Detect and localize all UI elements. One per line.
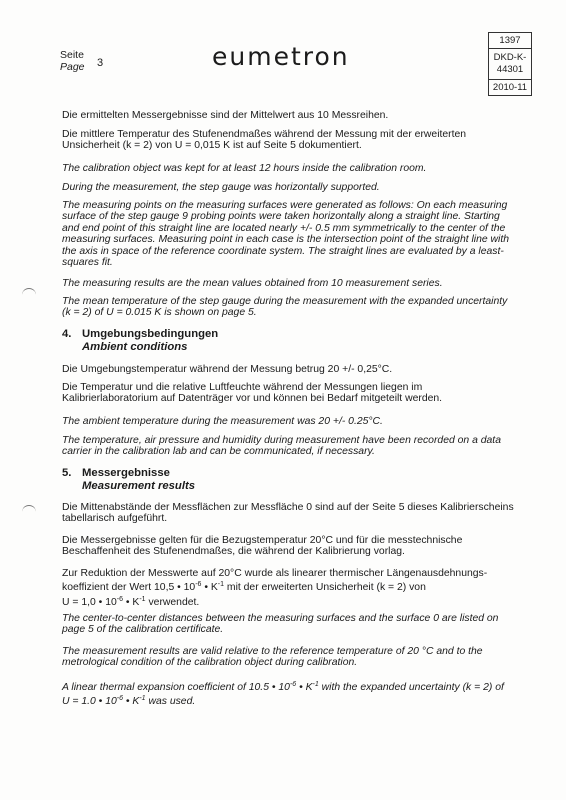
paragraph: The temperature, air pressure and humidity during measurement have been recorded on a data carrier in the calibration lab and can be communicated, if necessary. (62, 435, 501, 458)
paragraph: The measurement results are valid relative to the reference temperature of 20 °C and to the metrological condition of the calibration object during calibration. (62, 646, 483, 669)
paragraph: Die Messergebnisse gelten für die Bezugstemperatur 20°C und für die messtechnische Beschaffenheit des Stufenendmaßes, die während der Kalibrierung vorlag. (62, 535, 463, 558)
cert-id-line1: DKD-K- (493, 52, 527, 63)
cert-id-line2: 44301 (496, 64, 524, 75)
paragraph: The ambient temperature during the measurement was 20 +/- 0.25°C. (62, 416, 383, 427)
paragraph: Die Mittenabstände der Messflächen zur Messfläche 0 sind auf der Seite 5 dieses Kalibrierscheins tabellarisch aufgeführt. (62, 502, 514, 525)
paragraph: Zur Reduktion der Messwerte auf 20°C wurde als linearer thermischer Längenausdehnungs-koeffizient der Wert 10,5 • $10^{-6}$ • $K^{-1}$ mit der erweiterten Unsicherheit (k = 2) von U = 1,0 • $10^{-6}$ • $K^{-1}$ verwendet. (62, 568, 488, 608)
paragraph: Die Temperatur und die relative Luftfeuchte während der Messungen liegen im Kalibrierlaboratorium auf Datenträger vor und können bei Bedarf mitgeteilt werden. (62, 382, 443, 405)
section-heading-4 (62, 328, 514, 354)
paragraph: The center-to-center distances between the measuring surfaces and the surface 0 are listed on page 5 of the calibration certificate. (62, 613, 499, 636)
section-number: 5. (62, 467, 72, 479)
paragraph: Die Umgebungstemperatur während der Messung betrug 20 +/- 0,25°C. (62, 364, 393, 375)
section-heading-5 (62, 467, 514, 493)
paragraph: The measuring points on the measuring surfaces were generated as follows: On each measuring surface of the step gauge 9 probing points were taken horizontally along a straight line. Starting and end point of this straight line are located nearly +/- 0.5 mm symmetrically to the center of the measuring surfaces. Measuring point in each case is the intersection point of the straight line with the axis in space of the reference coordinate system. The straight lines are evaluated by a least-squares fit. (62, 200, 510, 269)
punch-mark (22, 288, 36, 295)
paragraph: During the measurement, the step gauge was horizontally supported. (62, 182, 380, 193)
cert-date: 2010-11 (492, 82, 528, 93)
section-title-en: Measurement results (82, 480, 196, 492)
section-title-de: Umgebungsbedingungen (82, 328, 219, 340)
paragraph: The measuring results are the mean values obtained from 10 measurement series. (62, 278, 443, 289)
certificate-id-box (488, 32, 532, 96)
page-label (60, 49, 85, 73)
section-title-de: Messergebnisse (82, 467, 170, 479)
seite-label: Seite (60, 49, 84, 61)
paragraph: Die mittlere Temperatur des Stufenendmaßes während der Messung mit der erweiterten Unsicherheit (k = 2) von U = 0,015 K ist auf Seite 5 dokumentiert. (62, 129, 467, 152)
cert-id (489, 48, 531, 80)
paragraph: A linear thermal expansion coefficient of 10.5 • $10^{-6}$ • $K^{-1}$ with the expanded uncertainty (k = 2) of U = 1.0 • $10^{-6}$ • $K^{-1}$ was used. (62, 681, 504, 708)
page-number: 3 (97, 57, 104, 69)
section-title-en: Ambient conditions (82, 341, 188, 353)
page-label-en: Page (60, 61, 85, 73)
eumetron-logo: eumetron (212, 42, 350, 71)
section-number: 4. (62, 328, 72, 340)
paragraph: The calibration object was kept for at least 12 hours inside the calibration room. (62, 163, 427, 174)
paragraph: The mean temperature of the step gauge during the measurement with the expanded uncertainty (k = 2) of U = 0.015 K is shown on page 5. (62, 296, 508, 319)
cert-number: 1397 (499, 35, 521, 46)
punch-mark (22, 505, 36, 512)
paragraph: Die ermittelten Messergebnisse sind der Mittelwert aus 10 Messreihen. (62, 110, 389, 121)
